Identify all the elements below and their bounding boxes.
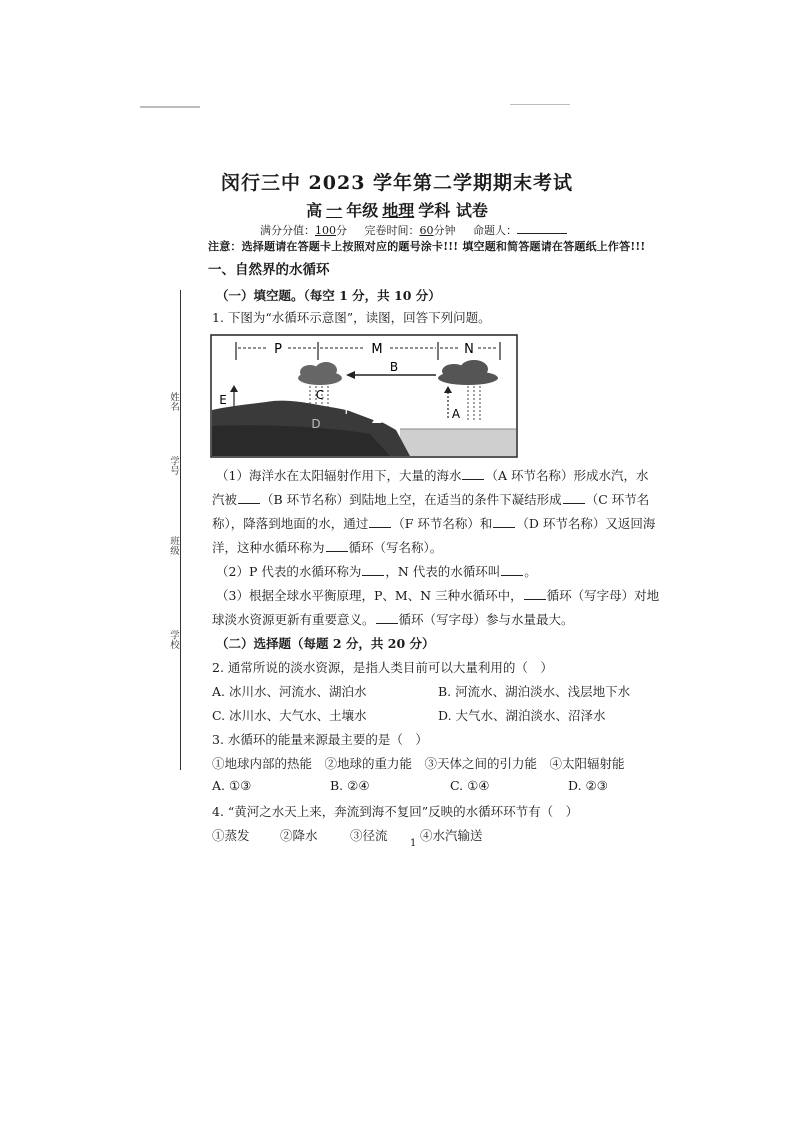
q1-1-line2 bbox=[212, 490, 649, 508]
section-heading: 一、自然界的水循环 bbox=[208, 262, 330, 278]
exam-subtitle bbox=[0, 198, 794, 221]
q3-items: ①地球内部的热能 ②地球的重力能 ③天体之间的引力能 ④太阳辐射能 bbox=[212, 756, 625, 771]
scan-artifact-line bbox=[510, 104, 570, 105]
q3-stem: 3. 水循环的能量来源最主要的是（ ） bbox=[212, 732, 428, 747]
q1-3-text-a: （3）根据全球水平衡原理，P、M、N 三种水循环中， bbox=[216, 588, 523, 603]
answer-blank bbox=[369, 527, 391, 528]
q2-option-d: D. 大气水、湖泊淡水、沼泽水 bbox=[438, 708, 606, 723]
answer-blank bbox=[563, 503, 585, 504]
subject-value: 地理 bbox=[382, 201, 415, 220]
q1-stem: 1. 下图为“水循环示意图”，读图，回答下列问题。 bbox=[212, 310, 491, 325]
label-p: P bbox=[274, 342, 282, 357]
q2-option-c: C. 冰川水、大气水、土壤水 bbox=[212, 708, 367, 723]
q2-option-b: B. 河流水、湖泊淡水、浅层地下水 bbox=[438, 684, 631, 699]
q2-option-a: A. 冰川水、河流水、湖泊水 bbox=[212, 684, 367, 699]
part2-heading: （二）选择题（每题 2 分，共 20 分） bbox=[216, 636, 435, 651]
q1-3-line2 bbox=[212, 610, 574, 628]
subtitle-prefix: 高 bbox=[306, 201, 323, 220]
q1-1-line1 bbox=[216, 466, 648, 484]
q1-3-line1 bbox=[216, 586, 659, 604]
q1-1-text-j: 循环（写名称）。 bbox=[348, 540, 443, 555]
q4-item-4: ④水汽输送 bbox=[420, 828, 483, 843]
q1-2-text-c: 。 bbox=[524, 564, 537, 579]
grade-suffix: 年级 bbox=[346, 201, 379, 220]
side-label-school: 学校 bbox=[168, 630, 179, 649]
binding-line bbox=[180, 290, 181, 770]
label-e: E bbox=[219, 393, 227, 407]
q3-option-a: A. ①③ bbox=[212, 778, 252, 793]
side-label-class: 班级 bbox=[168, 536, 179, 555]
q3-option-b: B. ②④ bbox=[330, 778, 370, 793]
q3-option-d: D. ②③ bbox=[568, 778, 608, 793]
label-b: B bbox=[389, 360, 399, 374]
time-unit: 分钟 bbox=[433, 224, 456, 237]
q1-1-text-g: （F 环节名称）和 bbox=[392, 516, 493, 531]
time-label: 完卷时间： bbox=[364, 224, 420, 237]
answer-blank bbox=[493, 527, 515, 528]
part1-heading: （一）填空题。（每空 1 分，共 10 分） bbox=[216, 288, 441, 303]
q1-3-text-b: 循环（写字母）对地 bbox=[546, 588, 660, 603]
answer-blank bbox=[524, 599, 546, 600]
answer-blank bbox=[362, 575, 384, 576]
q1-2-text-a: （2）P 代表的水循环称为 bbox=[216, 564, 362, 579]
grade-value: 一 bbox=[326, 201, 343, 220]
answer-blank bbox=[326, 551, 348, 552]
score-label: 满分分值： bbox=[260, 224, 315, 237]
label-d: D bbox=[311, 417, 321, 431]
time-value: 60 bbox=[419, 224, 434, 237]
q4-item-3: ③径流 bbox=[350, 828, 388, 843]
score-value: 100 bbox=[315, 224, 336, 237]
label-m: M bbox=[371, 342, 383, 357]
subject-suffix: 学科 bbox=[418, 201, 451, 220]
label-f: F bbox=[344, 403, 352, 417]
side-label-id: 学号 bbox=[168, 456, 179, 475]
q1-1-text-d: （B 环节名称）到陆地上空，在适当的条件下凝结形成 bbox=[261, 492, 562, 507]
q1-3-text-c: 球淡水资源更新有重要意义。 bbox=[212, 612, 375, 627]
q1-1-text-b: （A 环节名称）形成水汽，水 bbox=[485, 468, 649, 483]
q1-2-text-b: ，N 代表的水循环叫 bbox=[385, 564, 501, 579]
page-number: 1 bbox=[410, 838, 417, 849]
notice-text: 注意：选择题请在答题卡上按照对应的题号涂卡!!! 填空题和简答题请在答题纸上作答!!! bbox=[208, 240, 646, 253]
q1-1-text-c: 汽被 bbox=[212, 492, 238, 507]
q3-option-c: C. ①④ bbox=[450, 778, 490, 793]
q1-1-text-e: （C 环节名 bbox=[585, 492, 650, 507]
label-a: A bbox=[451, 407, 461, 421]
answer-blank bbox=[462, 479, 484, 480]
score-unit: 分 bbox=[336, 224, 347, 237]
q4-stem: 4. “黄河之水天上来，奔流到海不复回”反映的水循环环节有（ ） bbox=[212, 804, 579, 819]
answer-blank bbox=[376, 623, 398, 624]
exam-title: 闵行三中 2023 学年第二学期期末考试 bbox=[220, 172, 574, 194]
q1-1-text-h: （D 环节名称）又返回海 bbox=[516, 516, 656, 531]
q1-1-line4 bbox=[212, 538, 442, 556]
q1-1-text-f: 称），降落到地面的水，通过 bbox=[212, 516, 369, 531]
label-c: C bbox=[315, 388, 325, 402]
sea bbox=[400, 429, 516, 456]
answer-blank bbox=[501, 575, 523, 576]
label-n: N bbox=[464, 342, 474, 357]
side-label-name: 姓名 bbox=[168, 392, 179, 411]
answer-blank bbox=[238, 503, 260, 504]
water-cycle-diagram bbox=[210, 334, 518, 458]
q1-1-line3 bbox=[212, 514, 655, 532]
q1-3-text-d: 循环（写字母）参与水量最大。 bbox=[398, 612, 574, 627]
q4-item-1: ①蒸发 bbox=[212, 828, 250, 843]
author-blank bbox=[517, 233, 567, 234]
author-label: 命题人： bbox=[472, 224, 517, 237]
q2-stem: 2. 通常所说的淡水资源，是指人类目前可以大量利用的（ ） bbox=[212, 660, 553, 675]
scan-artifact-line bbox=[140, 106, 200, 108]
q1-2 bbox=[216, 562, 537, 580]
q1-1-text-a: （1）海洋水在太阳辐射作用下，大量的海水 bbox=[216, 468, 462, 483]
q1-1-text-i: 洋，这种水循环称为 bbox=[212, 540, 325, 555]
q4-item-2: ②降水 bbox=[280, 828, 318, 843]
exam-meta bbox=[260, 222, 567, 238]
paper-word: 试卷 bbox=[455, 201, 488, 220]
